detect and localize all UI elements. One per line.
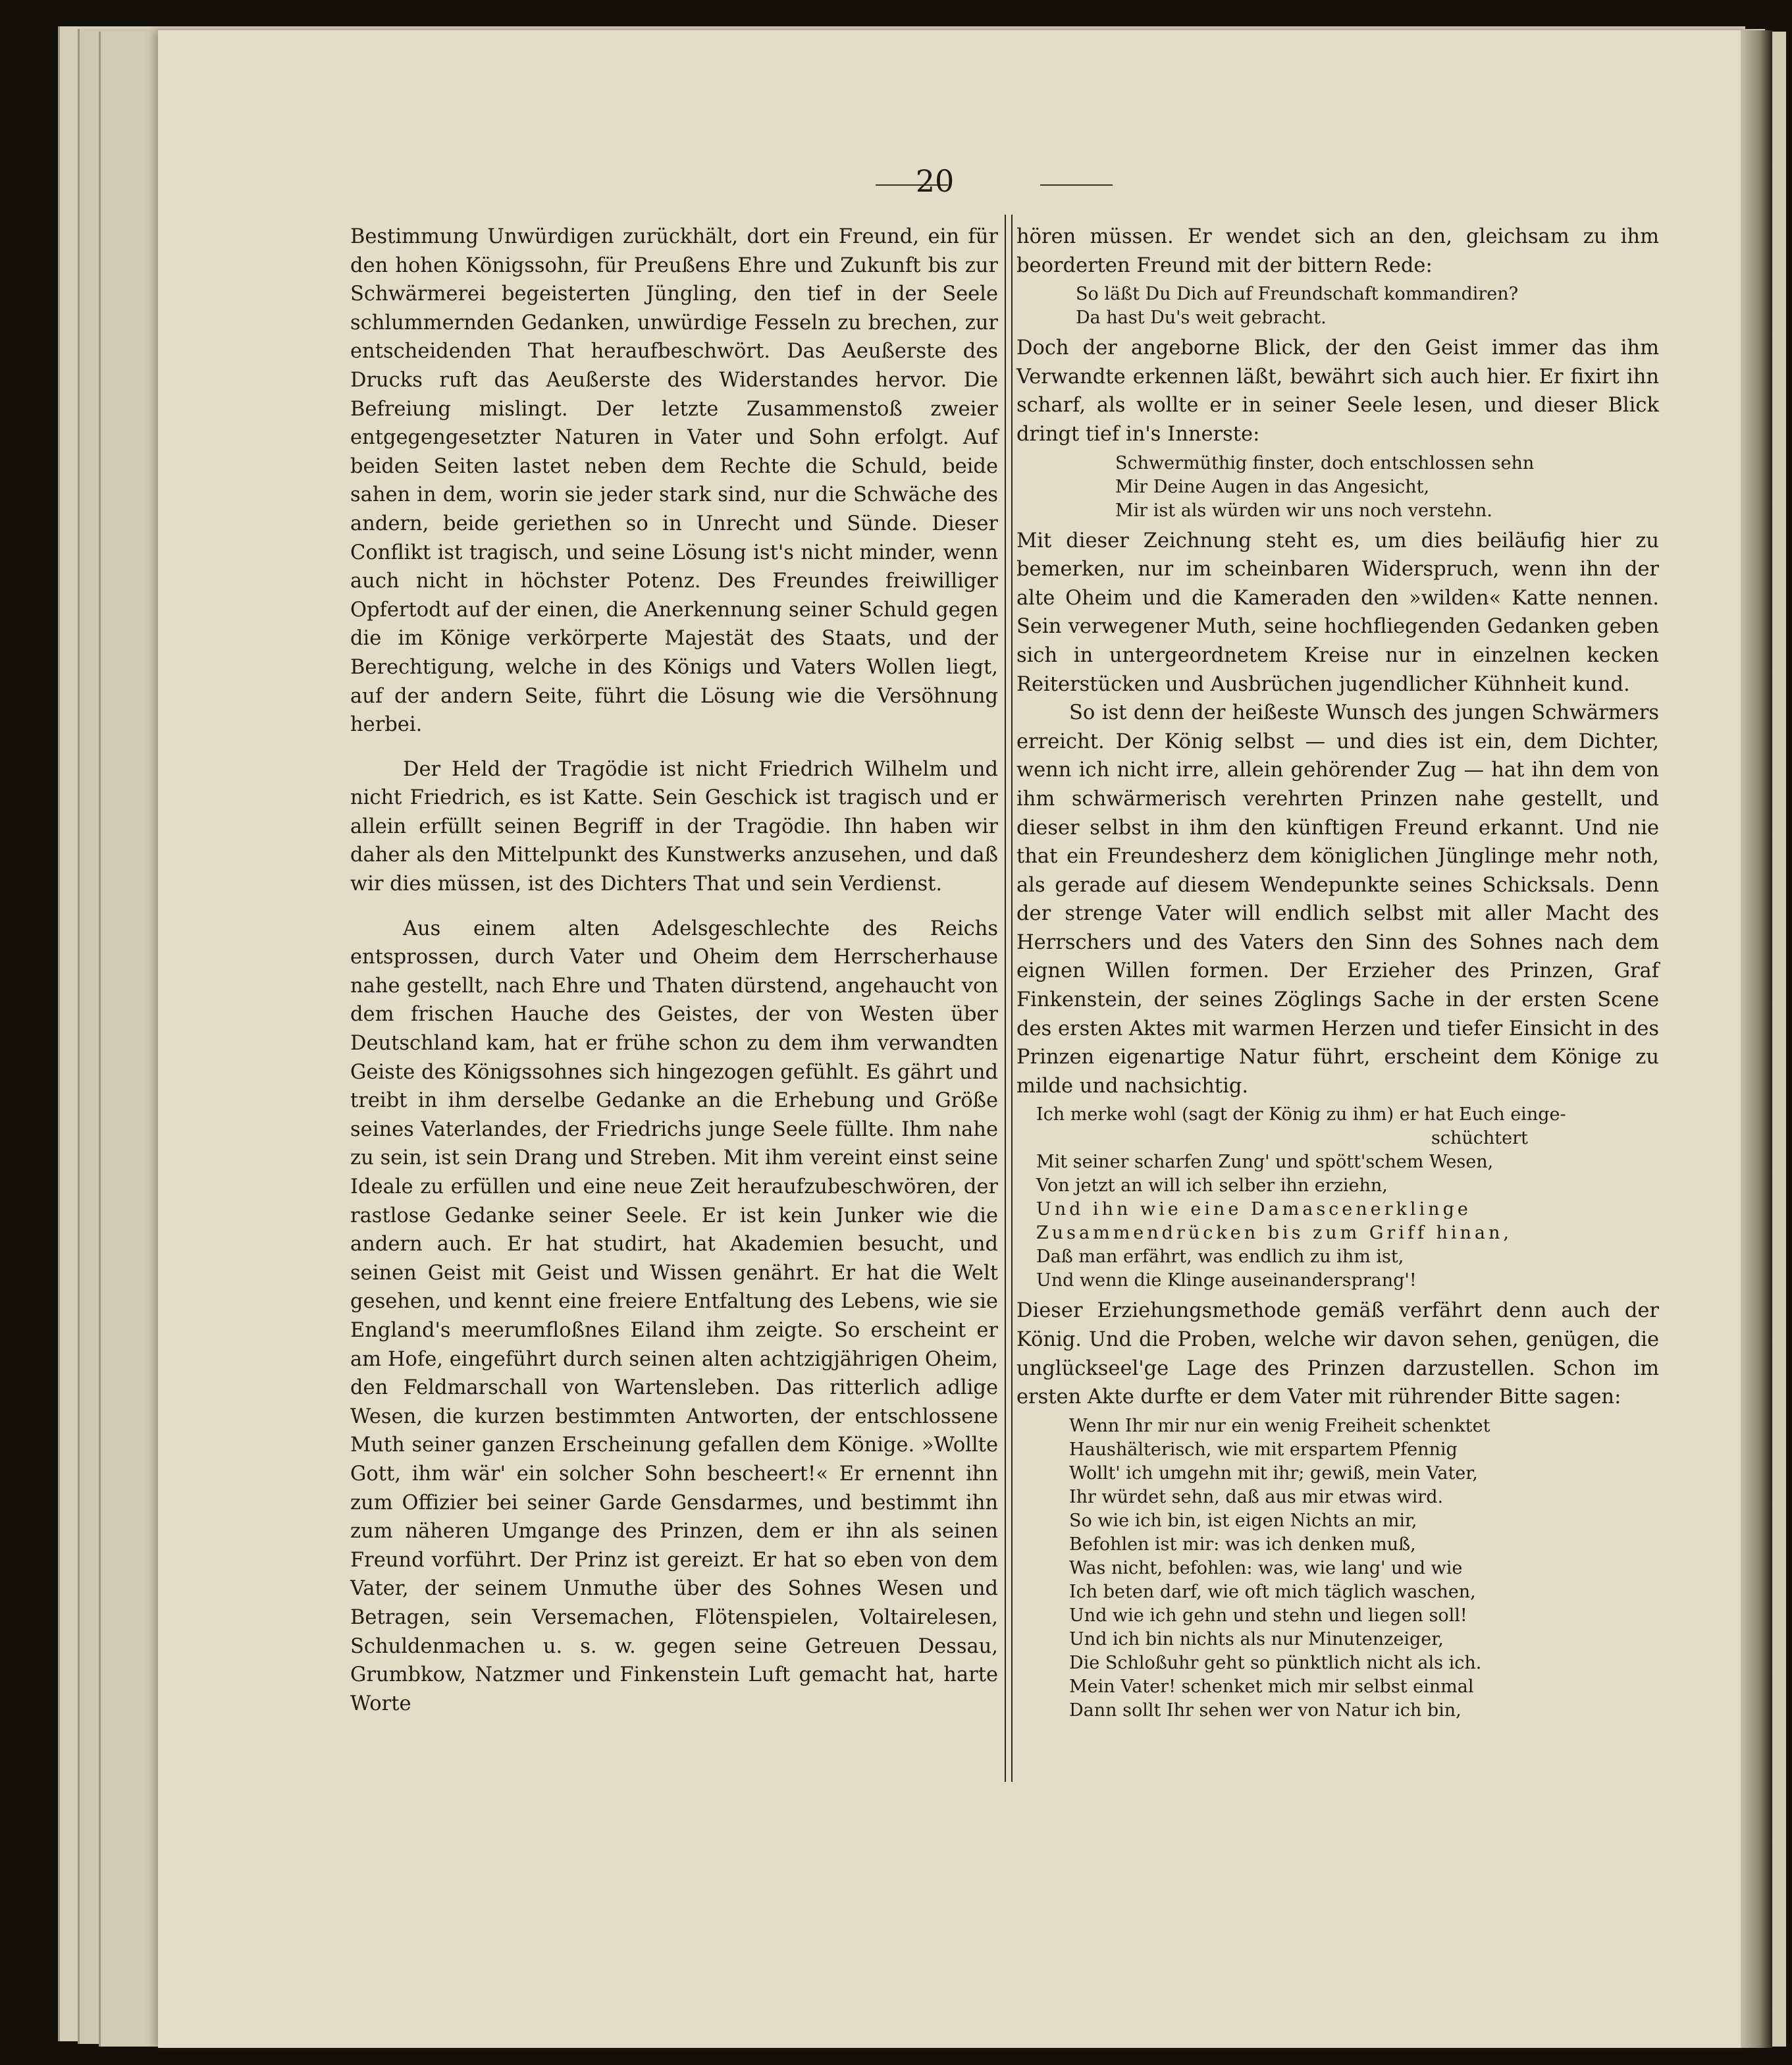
verse-line: schüchtert bbox=[1431, 1128, 1528, 1149]
verse-line: Und ihn wie eine Damascenerklinge bbox=[1036, 1199, 1471, 1220]
verse-line: So läßt Du Dich auf Freundschaft kommandiren? bbox=[1076, 284, 1519, 305]
verse-line: Die Schloßuhr geht so pünktlich nicht als ich. bbox=[1069, 1652, 1482, 1673]
verse-line: Daß man erfährt, was endlich zu ihm ist, bbox=[1036, 1247, 1404, 1268]
verse-line: Schwermüthig finster, doch entschlossen sehn bbox=[1115, 452, 1535, 473]
verse-quote bbox=[1115, 452, 1659, 523]
page-number: 20 bbox=[915, 163, 955, 199]
paragraph: Mit dieser Zeichnung steht es, um dies beiläufig hier zu bemerken, nur im scheinbaren Widerspruch, wenn ihn der alte Oheim und die Kameraden den »wilden« Katte nennen. Sein verwegener Muth, seine hochfliegenden Gedanken geben sich in untergeordnetem Kreise nur in einzelnen kecken Reiterstücken und Ausbrüchen jugendlicher Kühnheit kund. bbox=[1016, 529, 1659, 696]
verse-line: Da hast Du's weit gebracht. bbox=[1076, 308, 1327, 329]
verse-line: Und wenn die Klinge auseinandersprang'! bbox=[1036, 1270, 1417, 1291]
verse-line: Mir Deine Augen in das Angesicht, bbox=[1115, 476, 1430, 497]
verse-line: Was nicht, befohlen: was, wie lang' und wie bbox=[1069, 1557, 1463, 1578]
left-column bbox=[350, 223, 998, 1718]
verse-line: Ich beten darf, wie oft mich täglich waschen, bbox=[1069, 1581, 1476, 1602]
verse-line: Ihr würdet sehn, daß aus mir etwas wird. bbox=[1069, 1486, 1444, 1507]
paragraph: Doch der angeborne Blick, der den Geist immer das ihm Verwandte erkennen läßt, bewährt sich auch hier. Er fixirt ihn scharf, als wollte er in seiner Seele lesen, und dieser Blick dringt tief in's Innerste: bbox=[1016, 336, 1659, 446]
header-rule-right bbox=[1040, 184, 1113, 186]
verse-line: Von jetzt an will ich selber ihn erziehn, bbox=[1036, 1175, 1388, 1196]
paragraph: Bestimmung Unwürdigen zurückhält, dort ein Freund, ein für den hohen Königssohn, für Preußens Ehre und Zukunft bis zur Schwärmerei begeisterten Jüngling, den tief in der Seele schlummernden Gedanken, unwürdige Fesseln zu brechen, zur entscheidenden That heraufbeschwört. Das Aeußerste des Drucks ruft das Aeußerste des Widerstandes hervor. Die Befreiung mislingt. Der letzte Zusammenstoß zweier entgegengesetzter Naturen in Vater und Sohn erfolgt. Auf beiden Seiten lastet neben dem Rechte die Schuld, beide sahen in dem, worin sie jeder stark sind, nur die Schwäche des andern, beide geriethen so in Unrecht und Sünde. Dieser Conflikt ist tragisch, und seine Lösung ist's nicht minder, wenn auch nicht in höchster Potenz. Des Freundes freiwilliger Opfertodt auf der einen, die Anerkennung seiner Schuld gegen die im Könige verkörperte Majestät des Staats, und der Berechtigung, welche in des Königs und Vaters Wollen liegt, auf der andern Seite, führt die Lösung wie die Versöhnung herbei. bbox=[350, 225, 998, 737]
verse-line: Befohlen ist mir: was ich denken muß, bbox=[1069, 1534, 1416, 1555]
verse-quote bbox=[1076, 282, 1659, 330]
verse-line: Mir ist als würden wir uns noch verstehn. bbox=[1115, 500, 1492, 521]
verse-line: Zusammendrücken bis zum Griff hinan, bbox=[1036, 1223, 1513, 1244]
book-spine bbox=[1741, 30, 1772, 2048]
verse-quote bbox=[1036, 1103, 1659, 1293]
verse-line: Ich merke wohl (sagt der König zu ihm) er hat Euch einge- bbox=[1036, 1104, 1566, 1125]
verse-line: Dann sollt Ihr sehen wer von Natur ich bin, bbox=[1069, 1700, 1462, 1721]
paragraph: hören müssen. Er wendet sich an den, gleichsam zu ihm beorderten Freund mit der bittern Rede: bbox=[1016, 225, 1659, 277]
paragraph: Dieser Erziehungsmethode gemäß verfährt denn auch der König. Und die Proben, welche wir davon sehen, genügen, die unglückseel'ge Lage des Prinzen darzustellen. Schon im ersten Akte durfte er dem Vater mit rührender Bitte sagen: bbox=[1016, 1299, 1659, 1409]
paragraph: So ist denn der heißeste Wunsch des jungen Schwärmers erreicht. Der König selbst — und dies ist ein, dem Dichter, wenn ich nicht irre, allein gehörender Zug — hat ihn dem von ihm schwärmerisch verehrten Prinzen nahe gestellt, und dieser selbst in ihm den künftigen Freund erkannt. Und nie that ein Freundesherz dem königlichen Jünglinge mehr noth, als gerade auf diesem Wendepunkte seines Schicksals. Denn der strenge Vater will endlich selbst mit aller Macht des Herrschers und des Vaters den Sinn des Sohnes nach dem eignen Willen formen. Der Erzieher des Prinzen, Graf Finkenstein, der seines Zöglings Sache in der ersten Scene des ersten Aktes mit warmen Herzen und tiefer Einsicht in des Prinzen eigenartige Natur führt, erscheint dem Könige zu milde und nachsichtig. bbox=[1016, 701, 1659, 1098]
column-divider bbox=[1005, 215, 1013, 1782]
paragraph: Aus einem alten Adelsgeschlechte des Reichs entsprossen, durch Vater und Oheim dem Herrscherhause nahe gestellt, nach Ehre und Thaten dürstend, angehaucht von dem frischen Hauche des Geistes, der von Westen über Deutschland kam, hat er frühe schon zu dem ihm verwandten Geiste des Königssohnes sich hingezogen gefühlt. Es gährt und treibt in ihm derselbe Gedanke an die Erhebung und Größe seines Vaterlandes, der Friedrichs junge Seele füllte. Ihm nahe zu sein, ist sein Drang und Streben. Mit ihm vereint einst seine Ideale zu erfüllen und eine neue Zeit heraufzubeschwören, der rastlose Gedanke seiner Seele. Er ist kein Junker wie die andern auch. Er hat studirt, hat Akademien besucht, und seinen Geist mit Geist und Wissen genährt. Er hat die Welt gesehen, und kennt eine freiere Entfaltung des Lebens, wie sie England's meerumfloßnes Eiland ihm zeigte. So erscheint er am Hofe, eingeführt durch seinen alten achtzigjährigen Oheim, den Feldmarschall von Wartensleben. Das ritterlich adlige Wesen, die kurzen bestimmten Antworten, der entschlossene Muth seiner ganzen Erscheinung gefallen dem Könige. »Wollte Gott, ihm wär' ein solcher Sohn bescheert!« Er ernennt ihn zum Offizier bei seiner Garde Gensdarmes, und bestimmt ihn zum näheren Umgange des Prinzen, dem er ihn als seinen Freund vorführt. Der Prinz ist gereizt. Er hat so eben von dem Vater, der seinem Unmuthe über des Sohnes Wesen und Betragen, sein Versemachen, Flötenspielen, Voltairelesen, Schuldenmachen u. s. w. gegen seine Getreuen Dessau, Grumbkow, Natzmer und Finkenstein Luft gemacht hat, harte Worte bbox=[350, 917, 998, 1715]
verse-line: Haushälterisch, wie mit erspartem Pfennig bbox=[1069, 1439, 1458, 1460]
verse-line: Mit seiner scharfen Zung' und spött'schem Wesen, bbox=[1036, 1152, 1494, 1173]
verse-line: Wenn Ihr mir nur ein wenig Freiheit schenktet bbox=[1069, 1415, 1490, 1436]
right-column bbox=[1016, 223, 1659, 1727]
verse-line: Und wie ich gehn und stehn und liegen soll! bbox=[1069, 1605, 1467, 1626]
verse-line: Mein Vater! schenket mich mir selbst einmal bbox=[1069, 1676, 1474, 1697]
verse-line: Wollt' ich umgehn mit ihr; gewiß, mein Vater, bbox=[1069, 1462, 1478, 1484]
verse-quote bbox=[1069, 1414, 1659, 1723]
verse-line: So wie ich bin, ist eigen Nichts an mir, bbox=[1069, 1510, 1417, 1531]
verse-line: Und ich bin nichts als nur Minutenzeiger, bbox=[1069, 1628, 1444, 1649]
paragraph: Der Held der Tragödie ist nicht Friedrich Wilhelm und nicht Friedrich, es ist Katte. Sein Geschick ist tragisch und er allein erfüllt seinen Begriff in der Tragödie. Ihn haben wir daher als den Mittelpunkt des Kunstwerks anzusehen, und daß wir dies müssen, ist des Dichters That und sein Verdienst. bbox=[350, 757, 998, 896]
